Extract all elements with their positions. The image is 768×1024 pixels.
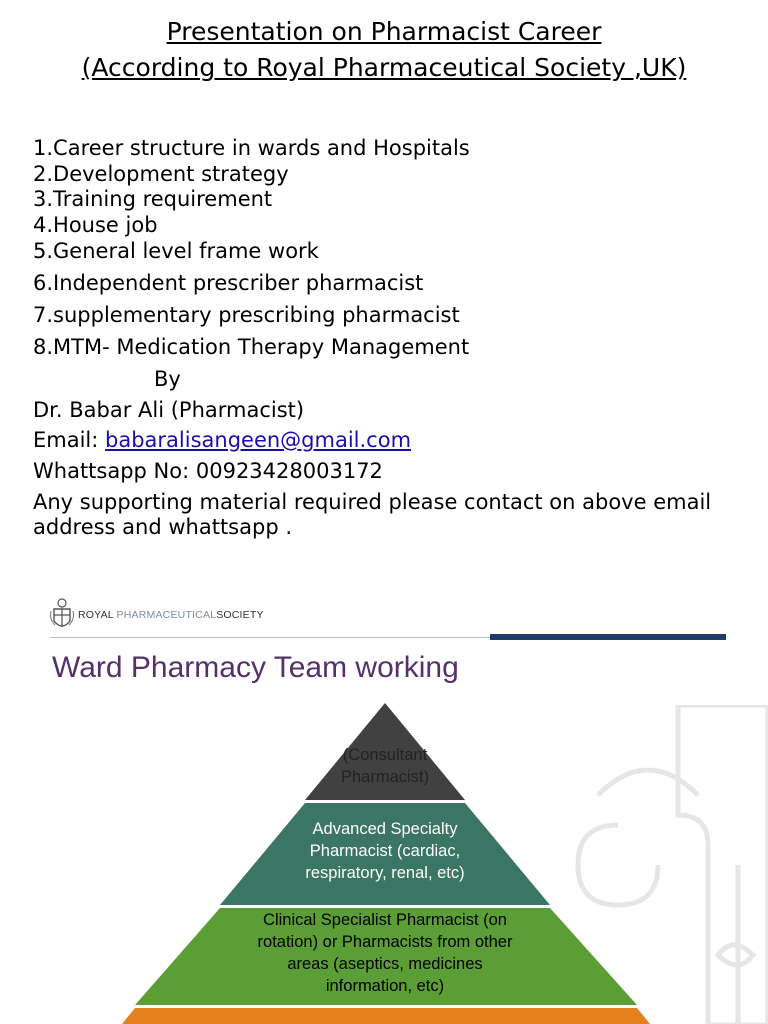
tier-2-label: Advanced Specialty Pharmacist (cardiac, respiratory, renal, etc) <box>305 820 465 882</box>
tier-3-label: Clinical Specialist Pharmacist (on rotation) or Pharmacists from other areas (aseptics, medicines information, etc) <box>257 911 513 995</box>
email-link[interactable]: babaralisangeen@gmail.com <box>105 428 412 452</box>
topic-item: 5.General level frame work <box>33 239 319 263</box>
whatsapp-line: Whattsapp No: 00923428003172 <box>33 459 383 483</box>
title-line-1: Presentation on Pharmacist Career <box>166 17 602 46</box>
topic-item: 7.supplementary prescribing pharmacist <box>33 303 460 327</box>
email-line <box>33 427 411 453</box>
topic-item: 2.Development strategy <box>33 162 289 186</box>
tier-1-label: (Consultant Pharmacist) <box>340 746 430 786</box>
topic-item: 1.Career structure in wards and Hospitals <box>33 136 470 160</box>
topic-item: 8.MTM- Medication Therapy Management <box>33 335 470 359</box>
slide-title: Ward Pharmacy Team working <box>52 651 459 684</box>
email-label: Email: <box>33 428 106 452</box>
title-line-2: (According to Royal Pharmaceutical Society ,UK) <box>81 53 687 82</box>
by-label: By <box>154 367 181 391</box>
note-line-2: address and whattsapp . <box>33 515 293 539</box>
topic-item: 6.Independent prescriber pharmacist <box>33 271 424 295</box>
topic-item: 3.Training requirement <box>33 187 273 211</box>
rps-logo-text: ROYAL PHARMACEUTICALSOCIETY <box>78 609 264 621</box>
tier-4-shape <box>122 1008 650 1024</box>
document-title <box>0 14 768 86</box>
embedded-slide <box>0 585 768 1024</box>
author-name: Dr. Babar Ali (Pharmacist) <box>33 398 305 422</box>
topic-item: 4.House job <box>33 213 158 237</box>
note-line-1: Any supporting material required please contact on above email <box>33 490 712 514</box>
